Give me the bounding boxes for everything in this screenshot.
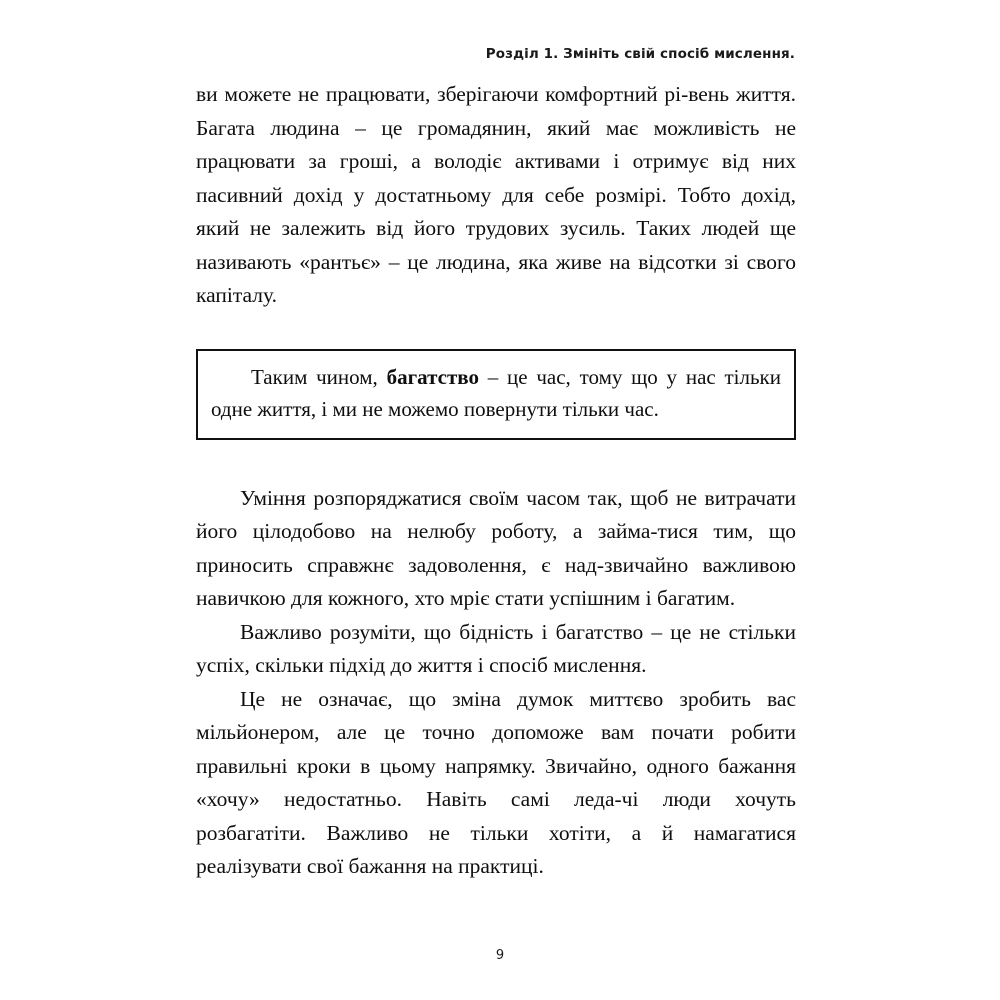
paragraph-continuation: ви можете не працювати, зберігаючи комфортний рі-вень життя. Багата людина – це громадянин, який має можливість не працювати за гроші, а володіє активами і отримує від них пасивний дохід у достатньому для себе розмірі. Тобто дохід, який не залежить від його трудових зусиль. Таких людей ще називають «рантьє» – це людина, яка живе на відсотки зі свого капіталу.	[196, 82, 796, 307]
spacer	[196, 440, 796, 482]
callout-text	[211, 361, 781, 426]
spacer	[196, 313, 796, 349]
paragraph: Уміння розпоряджатися своїм часом так, щоб не витрачати його цілодобово на нелюбу роботу, а займа-тися тим, що приносить справжнє задоволення, є над-звичайно важливою навичкою для кожного, хто мріє стати успішним і багатим.	[196, 485, 796, 610]
callout-lead: Таким чином,	[251, 364, 387, 389]
paragraph: Важливо розуміти, що бідність і багатство – це не стільки успіх, скільки підхід до життя і спосіб мислення.	[196, 619, 796, 677]
page-content	[196, 78, 796, 884]
callout-rest: – це час, тому що у нас тільки одне життя, і ми не можемо повернути тільки час.	[211, 364, 781, 421]
callout-box	[196, 349, 796, 440]
callout-bold-term: багатство	[386, 364, 479, 389]
body-paragraphs	[196, 482, 796, 884]
paragraph: Це не означає, що зміна думок миттєво зробить вас мільйонером, але це точно допоможе вам почати робити правильні кроки в цьому напрямку. Звичайно, одного бажання «хочу» недостатньо. Навіть самі леда-чі люди хочуть розбагатіти. Важливо не тільки хотіти, а й намагатися реалізувати свої бажання на практиці.	[196, 686, 796, 878]
running-header: Розділ 1. Змініть свій спосіб мислення.	[485, 46, 795, 62]
page-number: 9	[495, 948, 505, 963]
